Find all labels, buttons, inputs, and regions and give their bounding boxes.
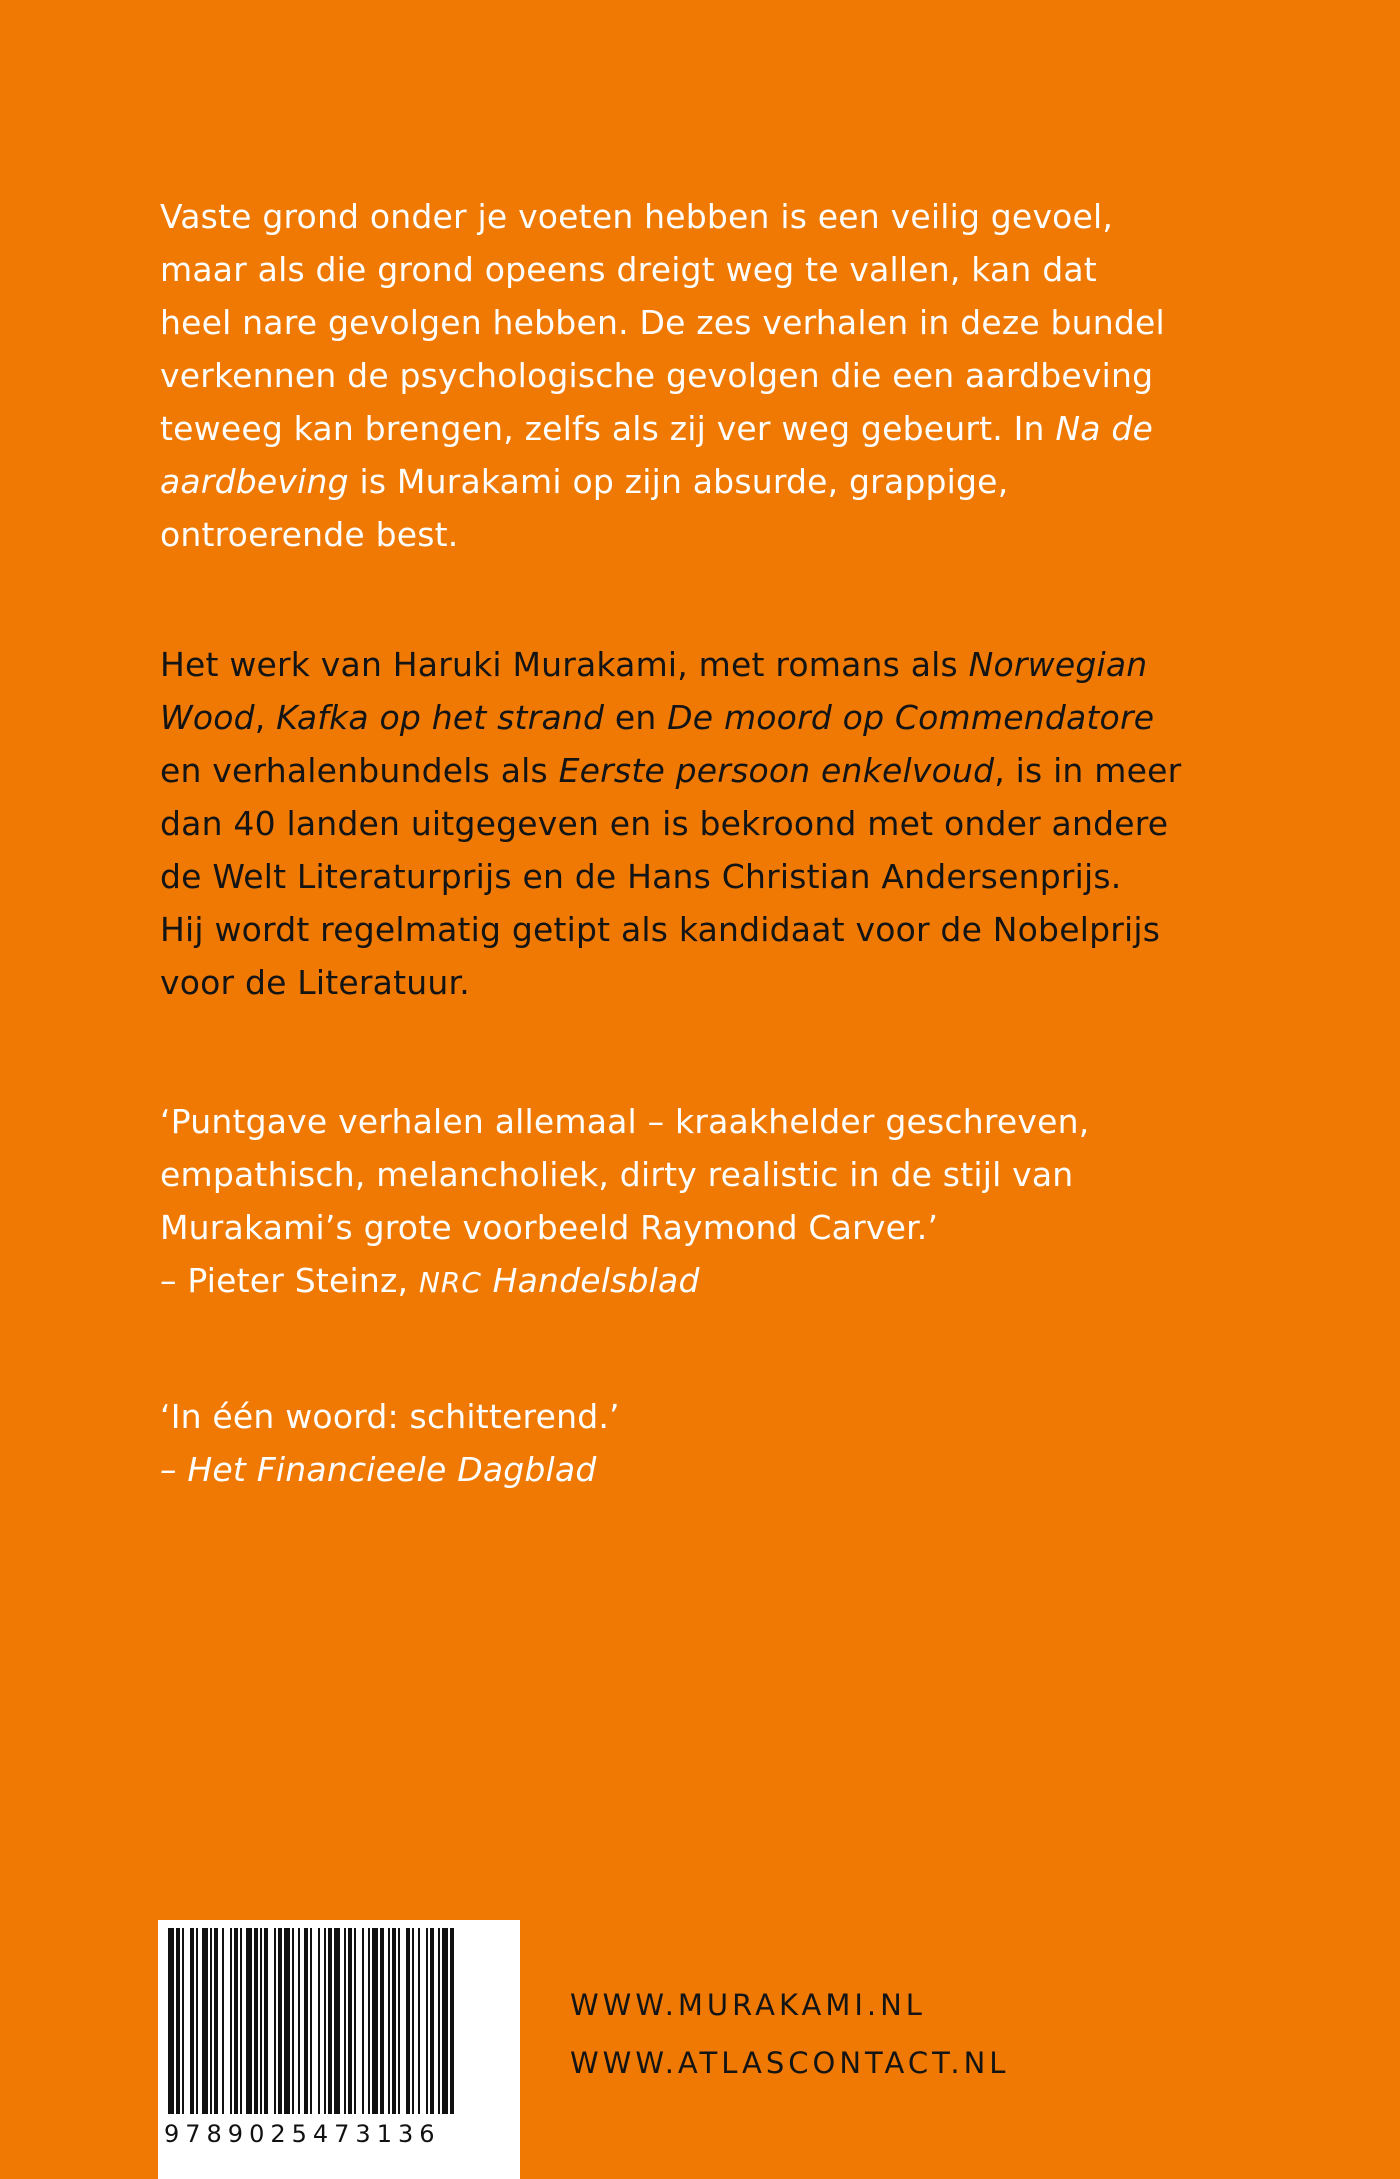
- bio-line: de Welt Literaturprijs en de Hans Christian Andersenprijs.: [160, 857, 1122, 896]
- barcode-bar: [362, 1928, 364, 2114]
- barcode-bar: [240, 1928, 242, 2114]
- barcode-bar: [176, 1928, 180, 2114]
- barcode-bar: [210, 1928, 212, 2114]
- barcode-bar: [168, 1928, 174, 2114]
- barcode-bar: [406, 1928, 410, 2114]
- barcode-bar: [274, 1928, 276, 2114]
- blurb-paragraph: [160, 190, 1200, 561]
- bio-line: [160, 691, 1200, 744]
- quote-attribution: [160, 1254, 1200, 1309]
- bio-line: voor de Literatuur.: [160, 963, 470, 1002]
- publication-name: – Het Financieele Dagblad: [160, 1450, 597, 1489]
- barcode-bar: [190, 1928, 194, 2114]
- blurb-line: [160, 455, 1200, 508]
- barcode-bar: [264, 1928, 268, 2114]
- novel-title: Eerste persoon enkelvoud: [558, 751, 995, 790]
- blurb-text: teweeg kan brengen, zelfs als zij ver weg gebeurt. In: [160, 409, 1056, 448]
- review-quote-fd: [160, 1390, 1200, 1496]
- bio-line: [160, 638, 1200, 691]
- review-quote-nrc: [160, 1095, 1200, 1309]
- barcode-bar: [182, 1928, 184, 2114]
- bio-line: [160, 744, 1200, 797]
- barcode-bar: [304, 1928, 308, 2114]
- barcode-bar: [254, 1928, 258, 2114]
- barcode-bar: [202, 1928, 208, 2114]
- publication-name: NRC: [418, 1266, 482, 1299]
- barcode-bar: [392, 1928, 396, 2114]
- barcode-bar: [214, 1928, 218, 2114]
- barcode-bar: [380, 1928, 384, 2114]
- blurb-line: maar als die grond opeens dreigt weg te vallen, kan dat: [160, 250, 1097, 289]
- barcode-bar: [334, 1928, 340, 2114]
- barcode-bar: [278, 1928, 282, 2114]
- barcode-bar: [372, 1928, 378, 2114]
- barcode-bar: [418, 1928, 420, 2114]
- barcode-bar: [292, 1928, 294, 2114]
- bio-text: , is in meer: [994, 751, 1182, 790]
- bio-line: Hij wordt regelmatig getipt als kandidaat voor de Nobelprijs: [160, 910, 1161, 949]
- barcode-bar: [298, 1928, 300, 2114]
- author-bio: [160, 638, 1200, 1009]
- isbn-number: 9789025473136: [164, 2120, 441, 2148]
- bio-text: ,: [254, 698, 277, 737]
- barcode-bar: [354, 1928, 356, 2114]
- barcode-bar: [398, 1928, 400, 2114]
- url-atlascontact[interactable]: WWW.ATLASCONTACT.NL: [570, 2046, 1010, 2080]
- barcode-bar: [230, 1928, 232, 2114]
- barcode-bar: [284, 1928, 290, 2114]
- barcode-bar: [310, 1928, 312, 2114]
- url-murakami[interactable]: WWW.MURAKAMI.NL: [570, 1988, 926, 2022]
- bio-line: dan 40 landen uitgegeven en is bekroond met onder andere: [160, 804, 1169, 843]
- book-title: aardbeving: [160, 462, 349, 501]
- blurb-text: is Murakami op zijn absurde, grappige,: [348, 462, 1009, 501]
- quote-line: empathisch, melancholiek, dirty realistic in de stijl van: [160, 1155, 1074, 1194]
- novel-title: Wood: [160, 698, 255, 737]
- quote-attribution: [160, 1443, 1200, 1496]
- barcode-bar: [344, 1928, 346, 2114]
- barcode-bar: [318, 1928, 320, 2114]
- blurb-line: [160, 402, 1200, 455]
- blurb-line: ontroerende best.: [160, 515, 459, 554]
- bio-text: en: [604, 698, 668, 737]
- barcode-bar: [388, 1928, 390, 2114]
- blurb-line: heel nare gevolgen hebben. De zes verhalen in deze bundel: [160, 303, 1165, 342]
- barcode-bar: [328, 1928, 332, 2114]
- website-links: [570, 1976, 1009, 2092]
- barcode-bars: [158, 1920, 520, 2120]
- barcode-bar: [430, 1928, 434, 2114]
- blurb-line: Vaste grond onder je voeten hebben is een veilig gevoel,: [160, 197, 1114, 236]
- quote-line: ‘In één woord: schitterend.’: [160, 1397, 620, 1436]
- barcode-bar: [234, 1928, 238, 2114]
- barcode-bar: [324, 1928, 326, 2114]
- barcode-bar: [442, 1928, 448, 2114]
- barcode-bar: [196, 1928, 198, 2114]
- barcode-bar: [426, 1928, 428, 2114]
- novel-title: De moord op Commendatore: [667, 698, 1155, 737]
- novel-title: Kafka op het strand: [276, 698, 605, 737]
- novel-title: Norwegian: [968, 645, 1148, 684]
- barcode-bar: [260, 1928, 262, 2114]
- barcode-bar: [348, 1928, 352, 2114]
- isbn-barcode: [158, 1920, 520, 2179]
- barcode-bar: [368, 1928, 370, 2114]
- barcode-bar: [438, 1928, 440, 2114]
- attribution-text: – Pieter Steinz,: [160, 1261, 419, 1300]
- bio-text: en verhalenbundels als: [160, 751, 559, 790]
- book-title: Na de: [1055, 409, 1154, 448]
- barcode-bar: [222, 1928, 224, 2114]
- quote-line: Murakami’s grote voorbeeld Raymond Carver.’: [160, 1208, 939, 1247]
- barcode-bar: [246, 1928, 252, 2114]
- blurb-line: verkennen de psychologische gevolgen die een aardbeving: [160, 356, 1154, 395]
- bio-text: Het werk van Haruki Murakami, met romans als: [160, 645, 969, 684]
- publication-name: Handelsblad: [481, 1261, 700, 1300]
- quote-line: ‘Puntgave verhalen allemaal – kraakhelder geschreven,: [160, 1102, 1090, 1141]
- barcode-bar: [412, 1928, 414, 2114]
- barcode-bar: [450, 1928, 454, 2114]
